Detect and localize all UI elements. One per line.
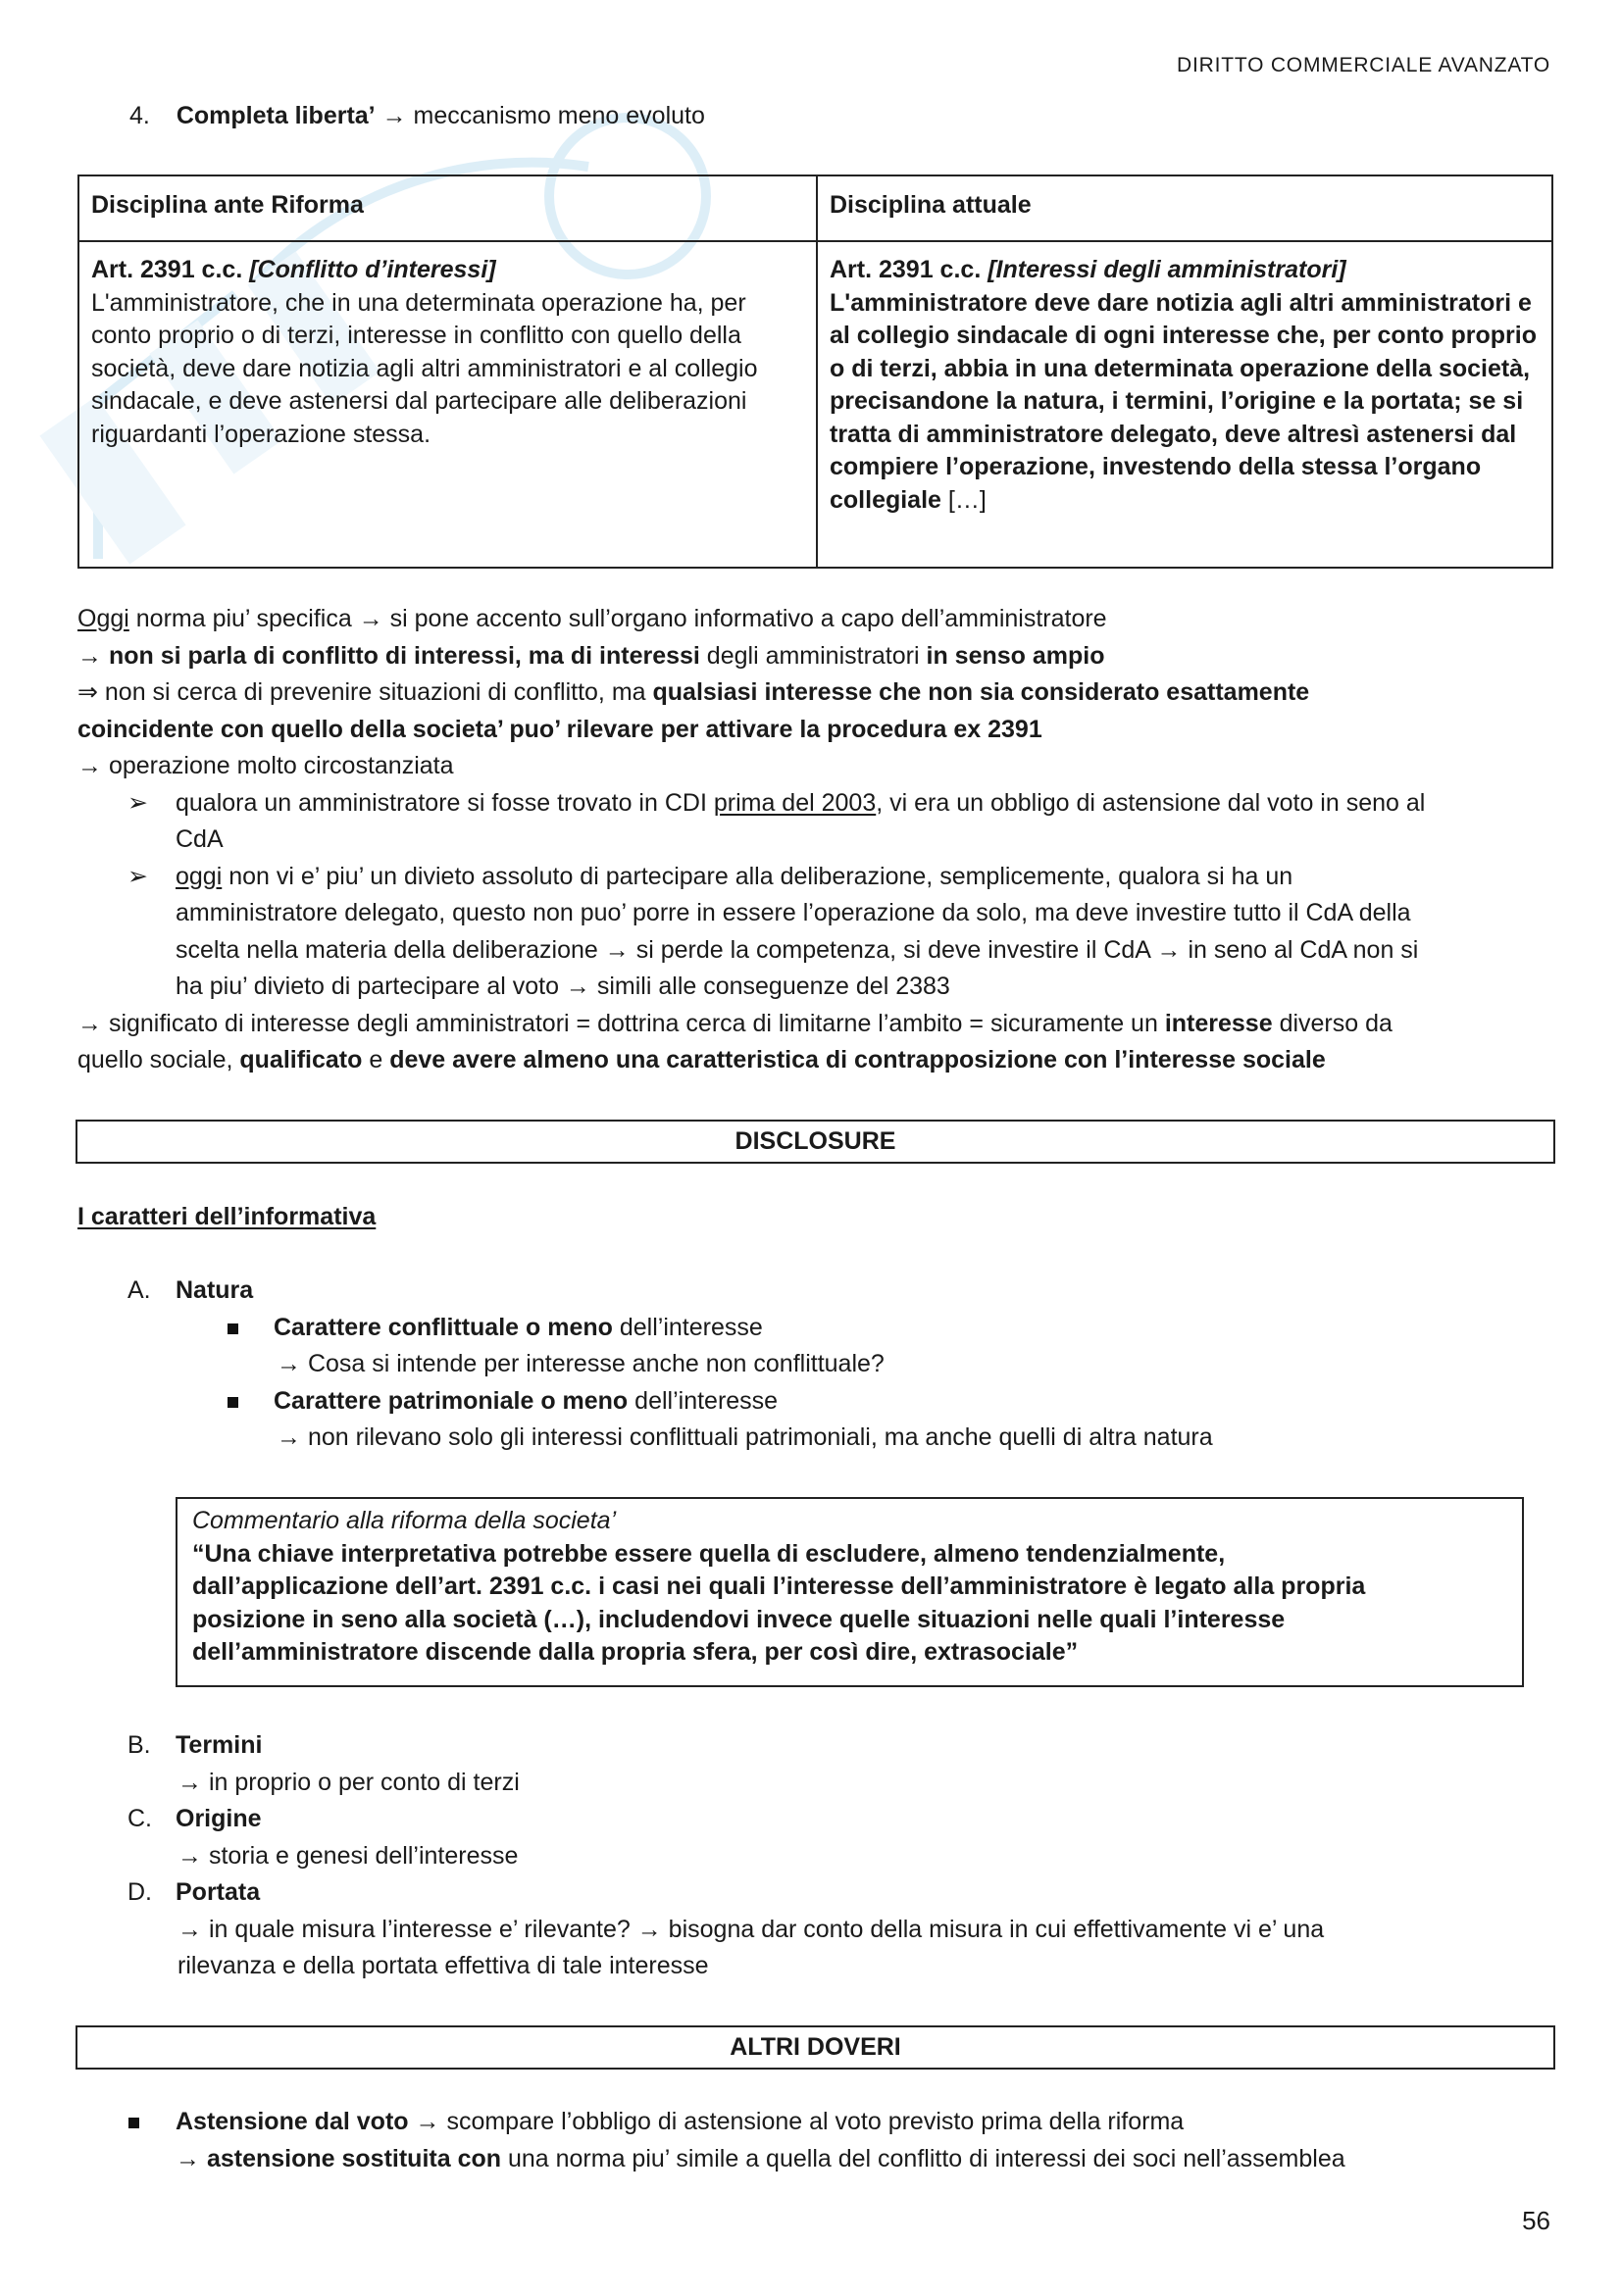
altri-item-1-sub: → astensione sostituita con una norma piu’ simile a quella del conflitto di interessi dei soci nell’assemblea (176, 2145, 1345, 2172)
termini-sub: → in proprio o per conto di terzi (177, 1769, 520, 1796)
table-header-row (78, 175, 1552, 241)
quote-line-1: “Una chiave interpretativa potrebbe essere quella di escludere, almeno tendenzialmente, (192, 1539, 1226, 1568)
list-letter-c: C. (127, 1805, 152, 1832)
origine-sub: → storia e genesi dell’interesse (177, 1842, 519, 1870)
natura-item-1-sub: → Cosa si intende per interesse anche non conflittuale? (277, 1350, 885, 1377)
table-row (78, 241, 1552, 568)
square-bullet (228, 1397, 238, 1408)
bullet-2-line-4: ha piu’ divieto di partecipare al voto → simili alle conseguenze del 2383 (176, 973, 950, 1000)
bullet-1-line-1: qualora un amministratore si fosse trovato in CDI prima del 2003, vi era un obbligo di astensione dal voto in seno al (176, 789, 1426, 817)
comparison-table (77, 175, 1553, 569)
bullet-1-line-2: CdA (176, 825, 224, 853)
item-4 (129, 98, 705, 135)
para-line-1: Oggi norma piu’ specifica → si pone accento sull’organo informativo a capo dell’amministratore (77, 605, 1107, 632)
square-bullet (228, 1323, 238, 1334)
bullet-marker: ➢ (127, 863, 148, 890)
col2-header: Disciplina attuale (817, 175, 1552, 241)
list-title-natura: Natura (176, 1276, 254, 1304)
list-title-origine: Origine (176, 1805, 262, 1832)
disclosure-subtitle: I caratteri dell’informativa (77, 1203, 377, 1230)
col1-header: Disciplina ante Riforma (78, 175, 817, 241)
item-4-bold: Completa liberta’ (176, 102, 376, 129)
section-altri-doveri-title: ALTRI DOVERI (76, 2025, 1555, 2070)
square-bullet (128, 2118, 139, 2128)
natura-item-2-sub: → non rilevano solo gli interessi conflittuali patrimoniali, ma anche quelli di altra natura (277, 1423, 1213, 1451)
col2-text: L'amministratore deve dare notizia agli altri amministratori e al collegio sindacale di ogni interesse che, per conto proprio o di terzi, abbia in una determinata operazione della società, precisandone la natura, i termini, l’origine e la portata; se si tratta di amministratore delegato, deve altresì astenersi dal compiere l’operazione, investendo della stessa l’organo collegiale (830, 288, 1537, 514)
col1-cell: Art. 2391 c.c. [Conflitto d’interessi] L'amministratore, che in una determinata operazione ha, per conto proprio o di terzi, interesse in conflitto con quello della società, deve dare notizia agli altri amministratori e al collegio sindacale, e deve astenersi dal partecipare alle deliberazioni riguardanti l’operazione stessa. (78, 241, 817, 568)
bullet-marker: ➢ (127, 789, 148, 817)
col2-cell: Art. 2391 c.c. [Interessi degli amministratori] L'amministratore deve dare notizia agli altri amministratori e al collegio sindacale di ogni interesse che, per conto proprio o di terzi, abbia in una determinata operazione della società, precisandone la natura, i termini, l’origine e la portata; se si tratta di amministratore delegato, deve altresì astenersi dal compiere l’operazione, investendo della stessa l’organo collegiale […] (817, 241, 1552, 568)
item-4-number: 4. (129, 102, 150, 129)
bullet-2-line-3: scelta nella materia della deliberazione → si perde la competenza, si deve investire il CdA → in seno al CdA non si (176, 936, 1419, 964)
quote-line-2: dall’applicazione dell’art. 2391 c.c. i casi nei quali l’interesse dell’amministratore è legato alla propria (192, 1572, 1366, 1600)
bullet-2-line-2: amministratore delegato, questo non puo’ porre in essere l’operazione da solo, ma deve investire tutto il CdA della (176, 899, 1411, 926)
para-line-7: quello sociale, qualificato e deve avere almeno una caratteristica di contrapposizione con l’interesse sociale (77, 1046, 1326, 1073)
bullet-2-line-1: oggi non vi e’ piu’ un divieto assoluto di partecipare alla deliberazione, semplicemente, qualora si ha un (176, 863, 1293, 890)
commentary-quote-box (176, 1497, 1524, 1687)
quote-line-3: posizione in seno alla società (…), includendovi invece quelle situazioni nelle quali l’interesse (192, 1605, 1286, 1633)
list-letter-a: A. (127, 1276, 151, 1304)
quote-title: Commentario alla riforma della societa’ (192, 1507, 617, 1534)
page-number: 56 (1522, 2205, 1550, 2235)
portata-sub-2: rilevanza e della portata effettiva di tale interesse (177, 1952, 709, 1979)
list-title-termini: Termini (176, 1731, 263, 1759)
natura-item-2: Carattere patrimoniale o meno dell’interesse (274, 1387, 779, 1415)
running-header: DIRITTO COMMERCIALE AVANZATO (1177, 54, 1550, 76)
item-4-rest: → meccanismo meno evoluto (375, 102, 705, 129)
para-line-4: coincidente con quello della societa’ puo’ rilevare per attivare la procedura ex 2391 (77, 716, 1042, 743)
portata-sub-1: → in quale misura l’interesse e’ rilevante? → bisogna dar conto della misura in cui effettivamente vi e’ una (177, 1916, 1325, 1943)
col1-text: L'amministratore, che in una determinata operazione ha, per conto proprio o di terzi, interesse in conflitto con quello della società, deve dare notizia agli altri amministratori e al collegio sindacale, e deve astenersi dal partecipare alle deliberazioni riguardanti l’operazione stessa. (91, 288, 758, 448)
para-line-6: → significato di interesse degli amministratori = dottrina cerca di limitarne l’ambito = sicuramente un interesse diverso da (77, 1010, 1393, 1037)
quote-line-4: dell’amministratore discende dalla propria sfera, per così dire, extrasociale” (192, 1638, 1079, 1666)
para-line-5: → operazione molto circostanziata (77, 752, 454, 779)
section-disclosure-title: DISCLOSURE (76, 1120, 1555, 1164)
natura-item-1: Carattere conflittuale o meno dell’interesse (274, 1314, 763, 1341)
list-title-portata: Portata (176, 1878, 261, 1906)
para-line-2: → non si parla di conflitto di interessi, ma di interessi degli amministratori in senso ampio (77, 642, 1105, 670)
para-line-3: ⇒ non si cerca di prevenire situazioni di conflitto, ma qualsiasi interesse che non sia considerato esattamente (77, 678, 1310, 706)
list-letter-d: D. (127, 1878, 152, 1906)
list-letter-b: B. (127, 1731, 151, 1759)
altri-item-1: Astensione dal voto → scompare l’obbligo di astensione al voto previsto prima della riforma (176, 2108, 1185, 2135)
